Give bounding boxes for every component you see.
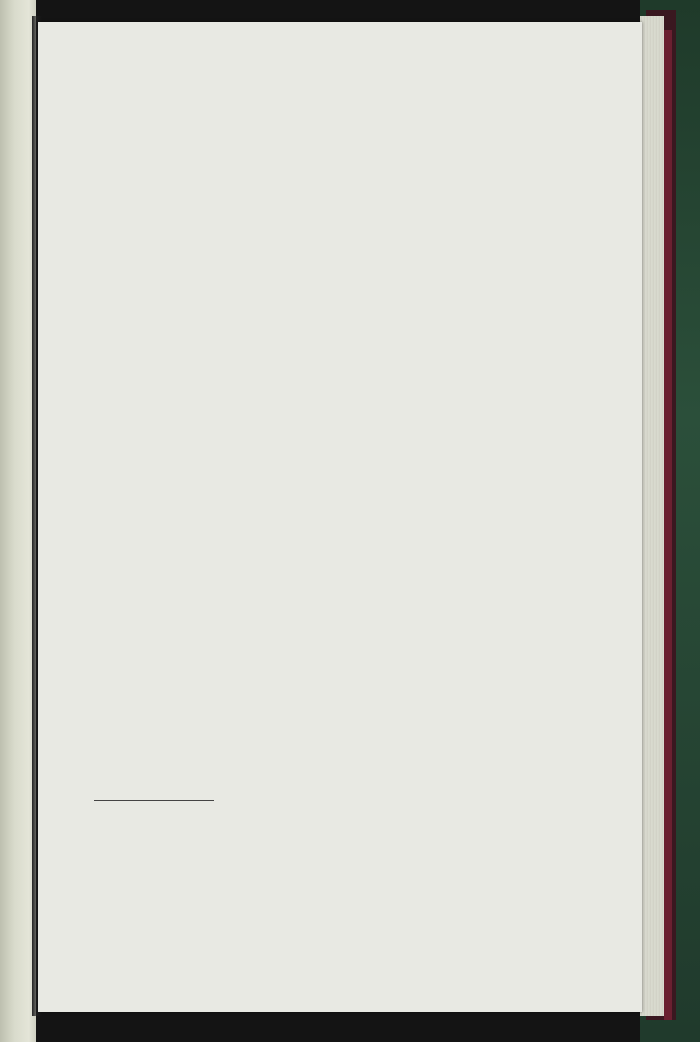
previous-page xyxy=(0,0,36,1042)
page-edges xyxy=(640,16,664,1016)
background-surface xyxy=(0,0,700,22)
book-page xyxy=(38,22,642,1012)
cover-inner-edge xyxy=(664,30,672,1020)
footnote-divider xyxy=(94,800,214,801)
